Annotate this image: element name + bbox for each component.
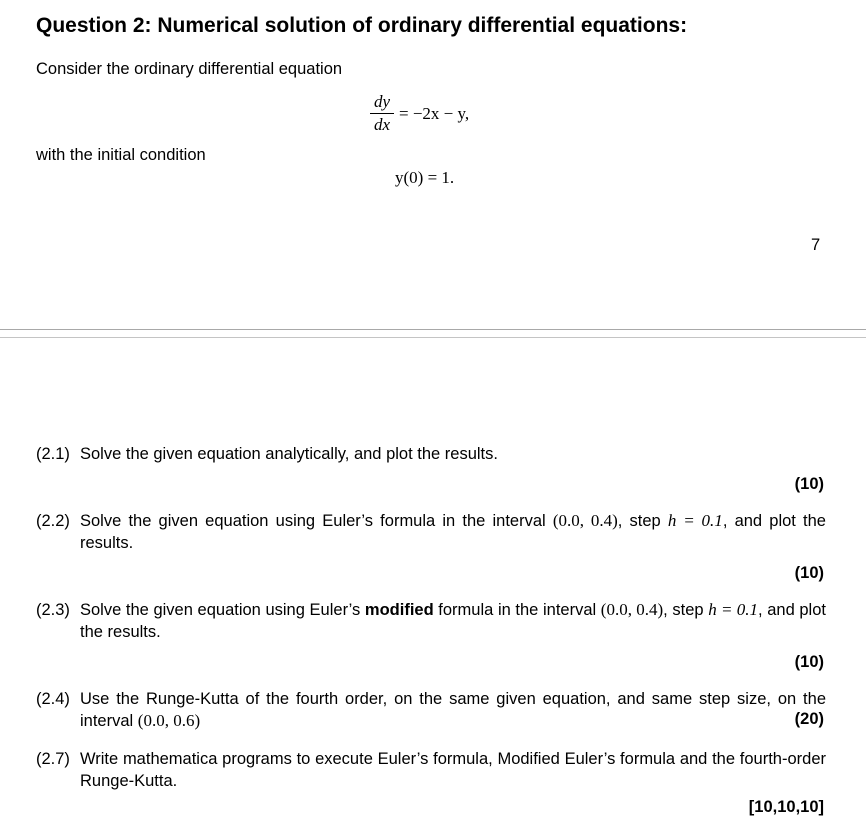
interval-math: (0.0, 0.4) — [600, 600, 664, 619]
question-title: Question 2: Numerical solution of ordinary differential equations: — [36, 14, 688, 37]
equation-fraction — [370, 92, 394, 135]
subquestion-number: (2.2) — [36, 512, 70, 530]
equation-rhs: = −2x − y, — [399, 104, 470, 123]
page-number: 7 — [811, 236, 821, 254]
subquestion-2-2-marks: (10) — [794, 564, 824, 582]
subquestion-text: Solve the given equation analytically, and plot the results. — [80, 445, 498, 463]
subquestion-2-7-marks: [10,10,10] — [748, 798, 824, 816]
subquestion-text: Solve the given equation using Euler’s modified formula in the interval (0.0, 0.4), step h = 0.1, and plot the results. — [80, 600, 826, 641]
subquestion-2-1 — [36, 443, 826, 465]
page-separator-top — [0, 329, 866, 330]
subquestion-2-1-marks: (10) — [794, 475, 824, 493]
initial-condition-text: with the initial condition — [36, 146, 206, 164]
fraction-bar — [370, 113, 394, 114]
step-math: h = 0.1 — [667, 511, 723, 530]
subquestion-number: (2.4) — [36, 690, 70, 708]
subquestion-2-3-marks: (10) — [794, 653, 824, 671]
subquestion-2-2 — [36, 510, 826, 554]
modified-emphasis: modified — [364, 601, 434, 619]
initial-condition-equation: y(0) = 1. — [395, 168, 455, 187]
subquestion-number: (2.3) — [36, 601, 70, 619]
subquestion-number: (2.1) — [36, 445, 70, 463]
page-separator-bottom — [0, 337, 866, 338]
intro-text: Consider the ordinary differential equation — [36, 60, 343, 78]
subquestion-2-7 — [36, 748, 826, 792]
interval-math: (0.0, 0.4) — [552, 511, 618, 530]
subquestion-2-4 — [36, 688, 826, 732]
subquestion-text: Solve the given equation using Euler’s formula in the interval (0.0, 0.4), step h = 0.1, and plot the results. — [80, 511, 826, 552]
step-math: h = 0.1 — [708, 600, 759, 619]
subquestion-number: (2.7) — [36, 750, 70, 768]
subquestion-text: Write mathematica programs to execute Euler’s formula, Modified Euler’s formula and the fourth-order Runge-Kutta. — [80, 750, 826, 790]
subquestion-2-4-marks: (20) — [794, 710, 824, 728]
subquestion-2-3 — [36, 599, 826, 643]
fraction-denominator: dx — [373, 115, 391, 134]
subquestion-text: Use the Runge-Kutta of the fourth order, on the same given equation, and same step size, on the interval (0.0, 0.6) — [80, 690, 826, 730]
fraction-numerator: dy — [373, 92, 391, 111]
interval-math: (0.0, 0.6) — [137, 711, 201, 730]
